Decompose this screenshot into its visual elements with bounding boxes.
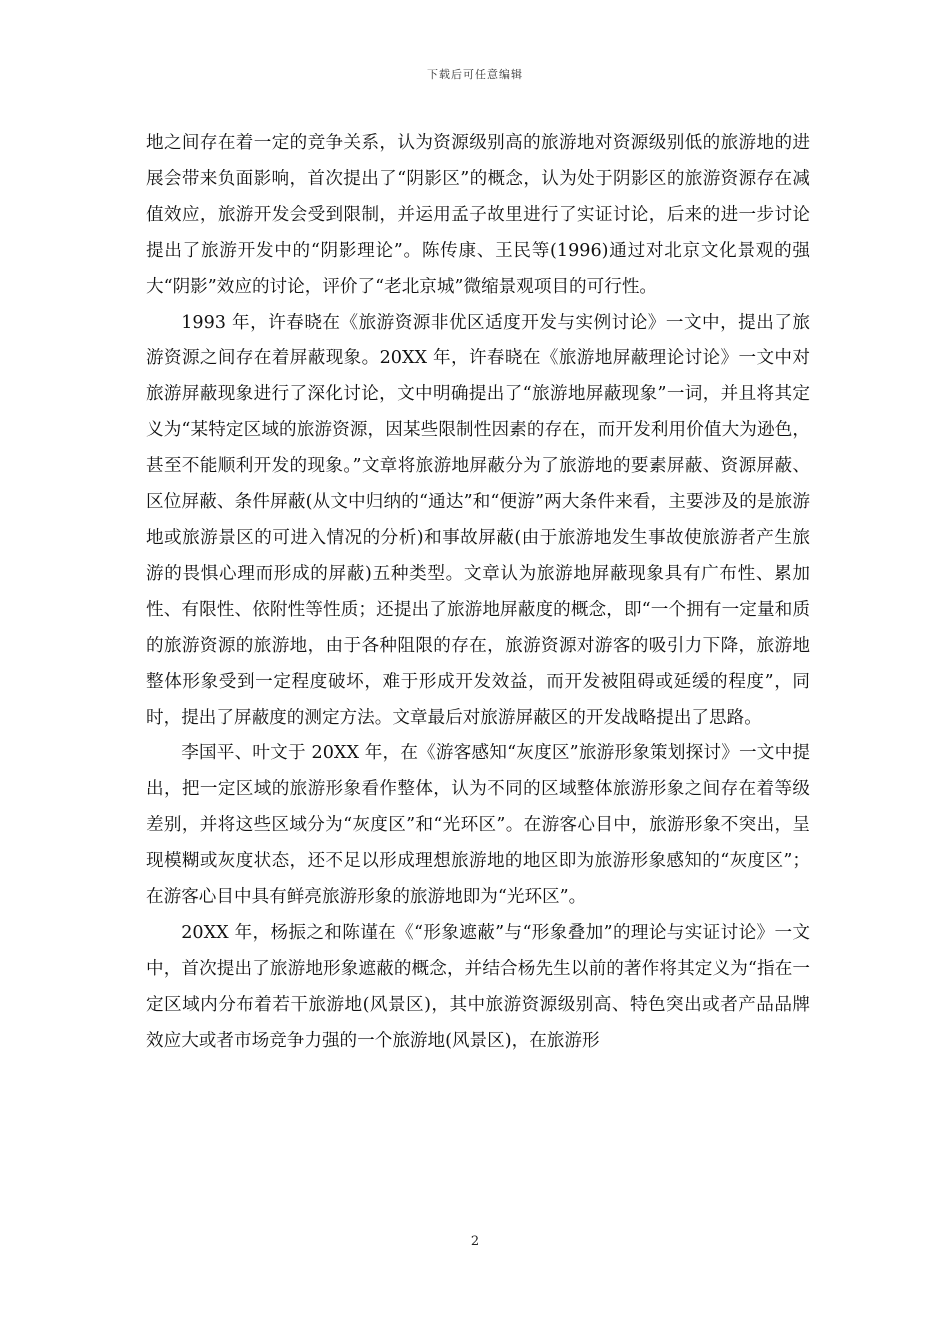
- page-header: 下载后可任意编辑: [427, 68, 523, 81]
- paragraph-xu-chunxiao: 1993 年，许春晓在《旅游资源非优区适度开发与实例讨论》一文中，提出了旅游资源之间存在着屏蔽现象。20XX 年，许春晓在《旅游地屏蔽理论讨论》一文中对旅游屏蔽现象进行了深化讨论，文中明确提出了“旅游地屏蔽现象”一词，并且将其定义为“某特定区域的旅游资源，因某些限制性因素的存在，而开发利用价值大为逊色，甚至不能顺利开发的现象。”文章将旅游地屏蔽分为了旅游地的要素屏蔽、资源屏蔽、区位屏蔽、条件屏蔽(从文中归纳的“通达”和“便游”两大条件来看，主要涉及的是旅游地或旅游景区的可进入情况的分析)和事故屏蔽(由于旅游地发生事故使旅游者产生旅游的畏惧心理而形成的屏蔽)五种类型。文章认为旅游地屏蔽现象具有广布性、累加性、有限性、依附性等性质；还提出了旅游地屏蔽度的概念，即“一个拥有一定量和质的旅游资源的旅游地，由于各种阻限的存在，旅游资源对游客的吸引力下降，旅游地整体形象受到一定程度破坏，难于形成开发效益，而开发被阻碍或延缓的程度”，同时，提出了屏蔽度的测定方法。文章最后对旅游屏蔽区的开发战略提出了思路。: [146, 312, 810, 728]
- paragraph-yang-zhenzhi: 20XX 年，杨振之和陈谨在《“形象遮蔽”与“形象叠加”的理论与实证讨论》一文中，首次提出了旅游地形象遮蔽的概念，并结合杨先生以前的著作将其定义为“指在一定区域内分布着若干旅游地(风景区)，其中旅游资源级别高、特色突出或者产品品牌效应大或者市场竞争力强的一个旅游地(风景区)，在旅游形: [146, 922, 810, 1051]
- page-number: 2: [470, 1234, 480, 1249]
- paragraph-continuation: 地之间存在着一定的竞争关系，认为资源级别高的旅游地对资源级别低的旅游地的进展会带来负面影响，首次提出了“阴影区”的概念，认为处于阴影区的旅游资源存在减值效应，旅游开发会受到限制，并运用孟子故里进行了实证讨论，后来的进一步讨论提出了旅游开发中的“阴影理论”。陈传康、王民等(1996)通过对北京文化景观的强大“阴影”效应的讨论，评价了“老北京城”微缩景观项目的可行性。: [146, 133, 810, 297]
- page-body: [146, 126, 810, 1060]
- paragraph-li-guoping: 李国平、叶文于 20XX 年，在《游客感知“灰度区”旅游形象策划探讨》一文中提出，把一定区域的旅游形象看作整体，认为不同的区域整体旅游形象之间存在着等级差别，并将这些区域分为“灰度区”和“光环区”。在游客心目中，旅游形象不突出，呈现模糊或灰度状态，还不足以形成理想旅游地的地区即为旅游形象感知的“灰度区”；在游客心目中具有鲜亮旅游形象的旅游地即为“光环区”。: [146, 743, 810, 908]
